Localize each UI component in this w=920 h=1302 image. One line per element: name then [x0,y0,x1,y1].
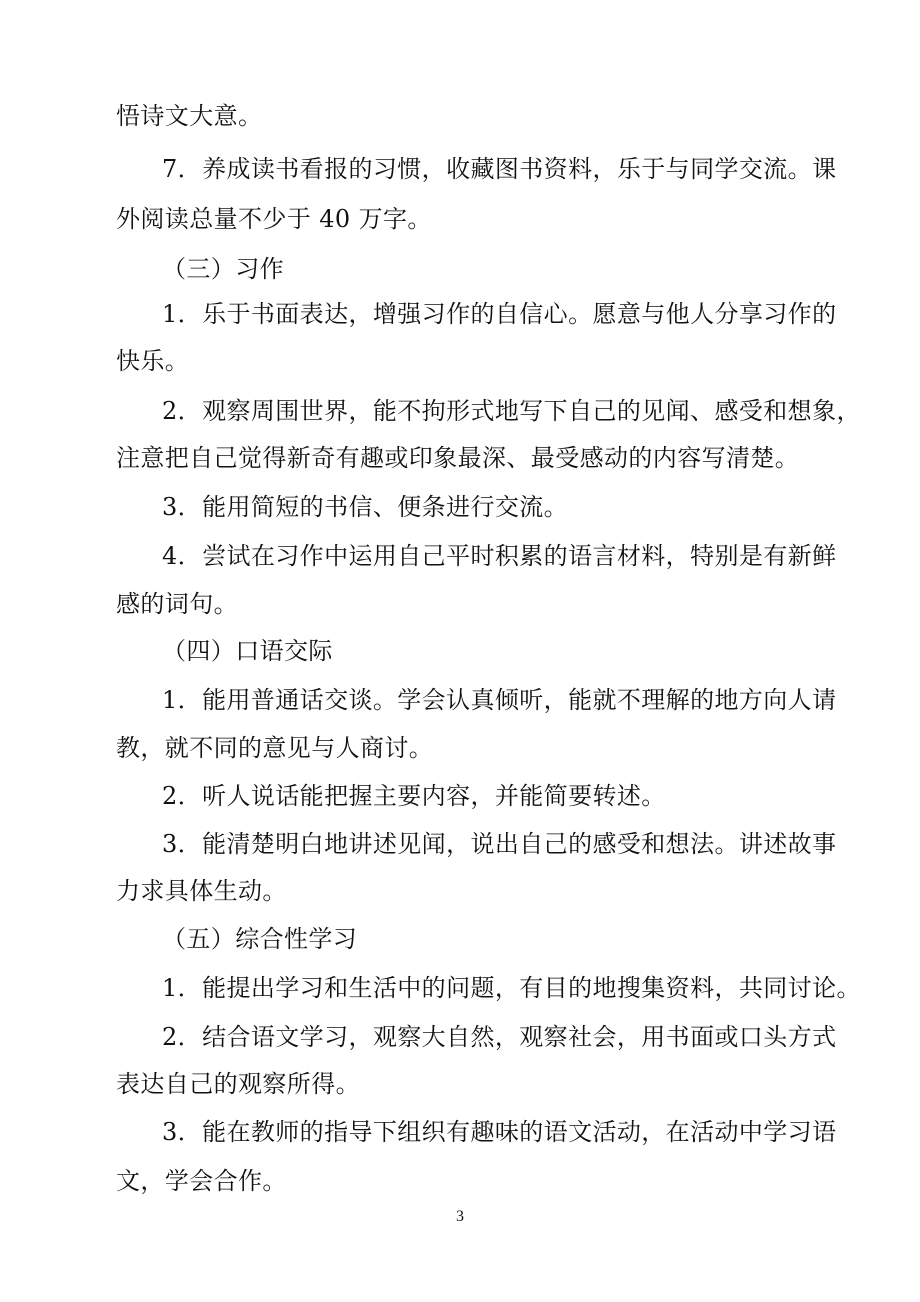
text-line: 3．能清楚明白地讲述见闻，说出自己的感受和想法。讲述故事 [162,830,837,858]
page-number: 3 [456,1208,464,1225]
text-line: 外阅读总量不少于 40 万字。 [116,205,432,233]
text-line: 2．观察周围世界，能不拘形式地写下自己的见闻、感受和想象， [162,397,861,425]
text-line: 悟诗文大意。 [116,102,263,130]
text-line: 感的词句。 [116,590,238,618]
text-line: 3．能在教师的指导下组织有趣味的语文活动，在活动中学习语 [162,1118,837,1146]
text-line: 2．听人说话能把握主要内容，并能简要转述。 [162,782,666,810]
text-line: 表达自己的观察所得。 [116,1070,360,1098]
section-heading: （三）习作 [162,255,284,283]
text-line: 快乐。 [116,347,190,375]
text-line: 7．养成读书看报的习惯，收藏图书资料，乐于与同学交流。课 [162,155,837,183]
text-line: 力求具体生动。 [116,877,287,905]
text-line: 教，就不同的意见与人商讨。 [116,734,434,762]
text-line: 1．乐于书面表达，增强习作的自信心。愿意与他人分享习作的 [162,300,837,328]
text-line: 4．尝试在习作中运用自己平时积累的语言材料，特别是有新鲜 [162,542,837,570]
text-line: 1．能提出学习和生活中的问题，有目的地搜集资料，共同讨论。 [162,974,861,1002]
text-line: 1．能用普通话交谈。学会认真倾听，能就不理解的地方向人请 [162,686,837,714]
text-line: 注意把自己觉得新奇有趣或印象最深、最受感动的内容写清楚。 [116,444,800,472]
text-line: 文，学会合作。 [116,1167,287,1195]
text-line: 2．结合语文学习，观察大自然，观察社会，用书面或口头方式 [162,1023,837,1051]
section-heading: （四）口语交际 [162,637,333,665]
text-line: 3．能用简短的书信、便条进行交流。 [162,493,569,521]
section-heading: （五）综合性学习 [162,925,358,953]
